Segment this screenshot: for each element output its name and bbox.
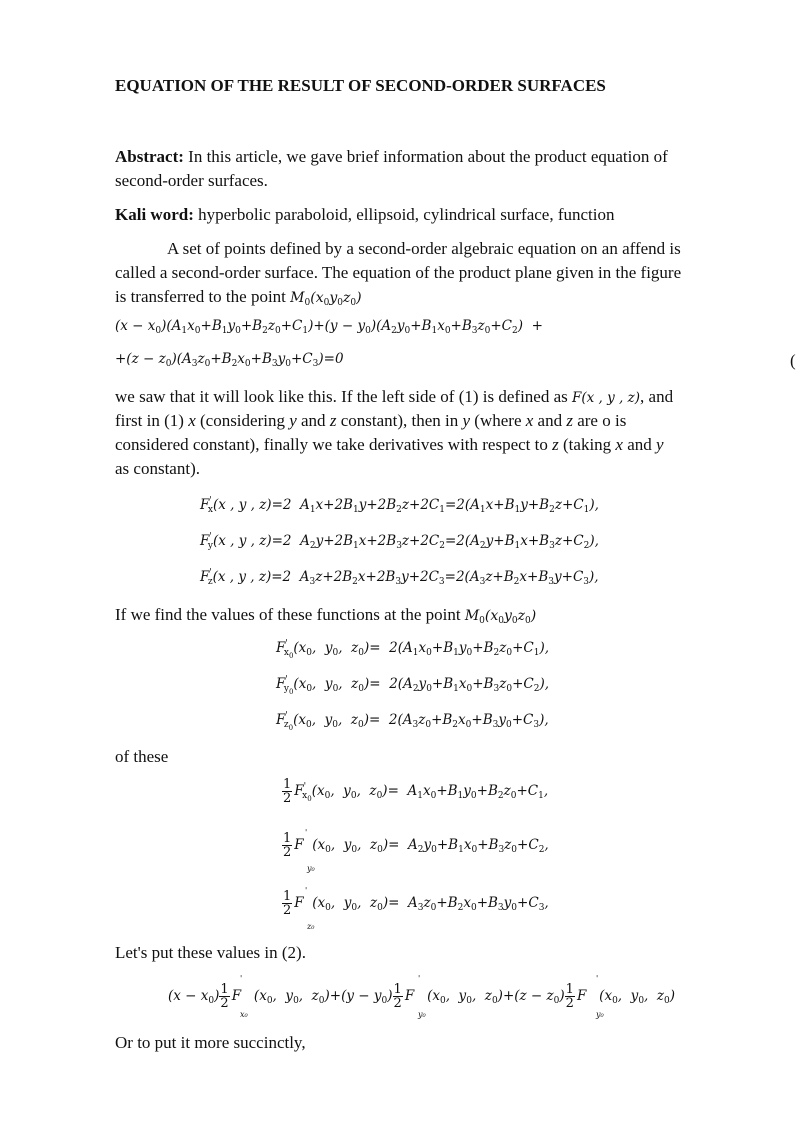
- half-fz0: $\frac{1}{2}$ F ($x_0$, $y_0$, $z_0)= A_3z_0+B_2x_0+B_3y_0+C_3$,: [283, 889, 549, 918]
- point-m0-inline: $M_0(x_0y_0z_0)$: [290, 290, 362, 308]
- p2l3b: (taking: [558, 435, 612, 454]
- p2l2c: and: [296, 411, 326, 430]
- para2-line-4: as constant).: [115, 459, 200, 478]
- p2l2b: (considering: [195, 411, 285, 430]
- equation-line-1: $(x - x_0)(A_1x_0+B_1y_0+B_2z_0+C_1)+(y - y_0)(A_2y_0+B_1x_0+B_3z_0+C_2)$ +: [115, 318, 543, 336]
- para2-line-2: first in (1) x (considering y and z constant), then in y (where x and z are o is: [115, 411, 627, 430]
- p2l3c: and: [622, 435, 652, 454]
- point-intro-line: [115, 603, 536, 633]
- subscript-z0: z₀: [307, 922, 315, 931]
- keywords-line: [115, 203, 614, 227]
- prime-mark: ': [305, 886, 308, 895]
- subscript-x0: x₀: [240, 1010, 248, 1019]
- p2l2f: and: [533, 411, 563, 430]
- para1-line-2: called a second-order surface. The equation of the product plane given in the figure: [115, 263, 682, 282]
- equation-line-2: $+(z - z_0)(A_3z_0+B_2x_0+B_3y_0+C_3)=0$: [115, 351, 344, 369]
- abstract-label: Abstract:: [115, 147, 184, 166]
- para2-line-1-text: we saw that it will look like this. If the left side of (1) is defined as: [115, 387, 568, 406]
- keywords-text: hyperbolic paraboloid, ellipsoid, cylindrical surface, function: [193, 205, 615, 224]
- half-fx0: $\frac{1}{2}$ $F'_{x_0}(x_0$, $y_0$, $z_0)= A_1x_0+B_1y_0+B_2z_0+C_1$,: [283, 777, 549, 806]
- derivative-fy: $F'_y(x$ , y , z)=2 $A_2y+2B_1x+2B_3z+2C_2=2(A_2y+B_1x+B_3z+C_2)$,: [200, 532, 599, 551]
- p2l2d: constant), then in: [336, 411, 459, 430]
- fraction-one-half: $\frac{1}{2}$: [565, 982, 574, 1011]
- prime-mark: ': [305, 828, 308, 837]
- fxyz-inline: F(x , y , z): [572, 390, 641, 406]
- fraction-one-half: $\frac{1}{2}$: [283, 889, 292, 918]
- p2l2g: are o is: [572, 411, 627, 430]
- subscript-y0: y₀: [307, 864, 315, 873]
- fraction-one-half: $\frac{1}{2}$: [283, 777, 292, 806]
- para2-line-3: considered constant), finally we take derivatives with respect to z (taking x and y: [115, 435, 664, 454]
- fraction-one-half: $\frac{1}{2}$: [283, 831, 292, 860]
- fraction-one-half: $\frac{1}{2}$: [220, 982, 229, 1011]
- subscript-y0: y₀: [418, 1010, 426, 1019]
- point-intro-text: If we find the values of these functions at the point: [115, 605, 461, 624]
- value-fx0: $F'_{x_0}(x_0$, $y_0$, $z_0)= 2(A_1x_0+B_1y_0+B_2z_0+C_1)$,: [276, 639, 550, 660]
- para2-line-1-tail: , and: [640, 387, 674, 406]
- derivative-fz: $F'_z(x$ , y , z)=2 $A_3z+2B_2x+2B_3y+2C_3=2(A_3z+B_2x+B_3y+C_3)$,: [200, 568, 599, 587]
- half-fy0: $\frac{1}{2}$ F ($x_0$, $y_0$, $z_0)= A_2y_0+B_1x_0+B_3z_0+C_2$,: [283, 831, 549, 860]
- point-m0-inline-2: $M_0(x_0y_0z_0)$: [464, 608, 537, 626]
- p2l3a: considered constant), finally we take derivatives with respect to: [115, 435, 548, 454]
- keywords-label: Kali word:: [115, 205, 194, 224]
- equation-number-fragment: (: [790, 351, 796, 370]
- abstract-line-2: second-order surfaces.: [115, 171, 268, 190]
- abstract-line-1: [115, 145, 668, 169]
- value-fz0: $F'_{z_0}(x_0$, $y_0$, $z_0)= 2(A_3z_0+B_2x_0+B_3y_0+C_3)$,: [276, 711, 549, 732]
- para1-line-1: A set of points defined by a second-order algebraic equation on an affend is: [167, 239, 681, 258]
- derivative-fx: $F'_x(x$ , y , z)=2 $A_1x+2B_1y+2B_2z+2C_1=2(A_1x+B_1y+B_2z+C_1)$,: [200, 496, 599, 515]
- value-fy0: $F'_{y_0}(x_0$, $y_0$, $z_0)= 2(A_2y_0+B_1x_0+B_3z_0+C_2)$,: [276, 675, 550, 696]
- prime-mark: ': [596, 974, 599, 983]
- subscript-y0: y₀: [596, 1010, 604, 1019]
- para1-line-3: [115, 285, 362, 315]
- prime-mark: ': [240, 974, 243, 983]
- abstract-text: In this article, we gave brief information about the product equation of: [183, 147, 668, 166]
- p2l2a: first in (1): [115, 411, 184, 430]
- para2-line-1: [115, 385, 673, 410]
- fraction-one-half: $\frac{1}{2}$: [393, 982, 402, 1011]
- final-equation: $(x - x_0)$ $\frac{1}{2}$ F ($x_0$, $y_0$, $z_0)+(y - y_0)$ $\frac{1}{2}$ F ($x_0$, $y_0$, $z_0)+(z - z_0)$ $\frac{1}{2}$ F ($x_0$, $y_0$, $z_0$): [168, 982, 676, 1011]
- document-title: EQUATION OF THE RESULT OF SECOND-ORDER SURFACES: [115, 76, 606, 95]
- lets-put-text: Let's put these values in (2).: [115, 943, 306, 962]
- of-these-text: of these: [115, 747, 169, 766]
- succinct-text: Or to put it more succinctly,: [115, 1033, 306, 1052]
- para1-line-3-text: is transferred to the point: [115, 287, 286, 306]
- p2l2e: (where: [470, 411, 522, 430]
- prime-mark: ': [418, 974, 421, 983]
